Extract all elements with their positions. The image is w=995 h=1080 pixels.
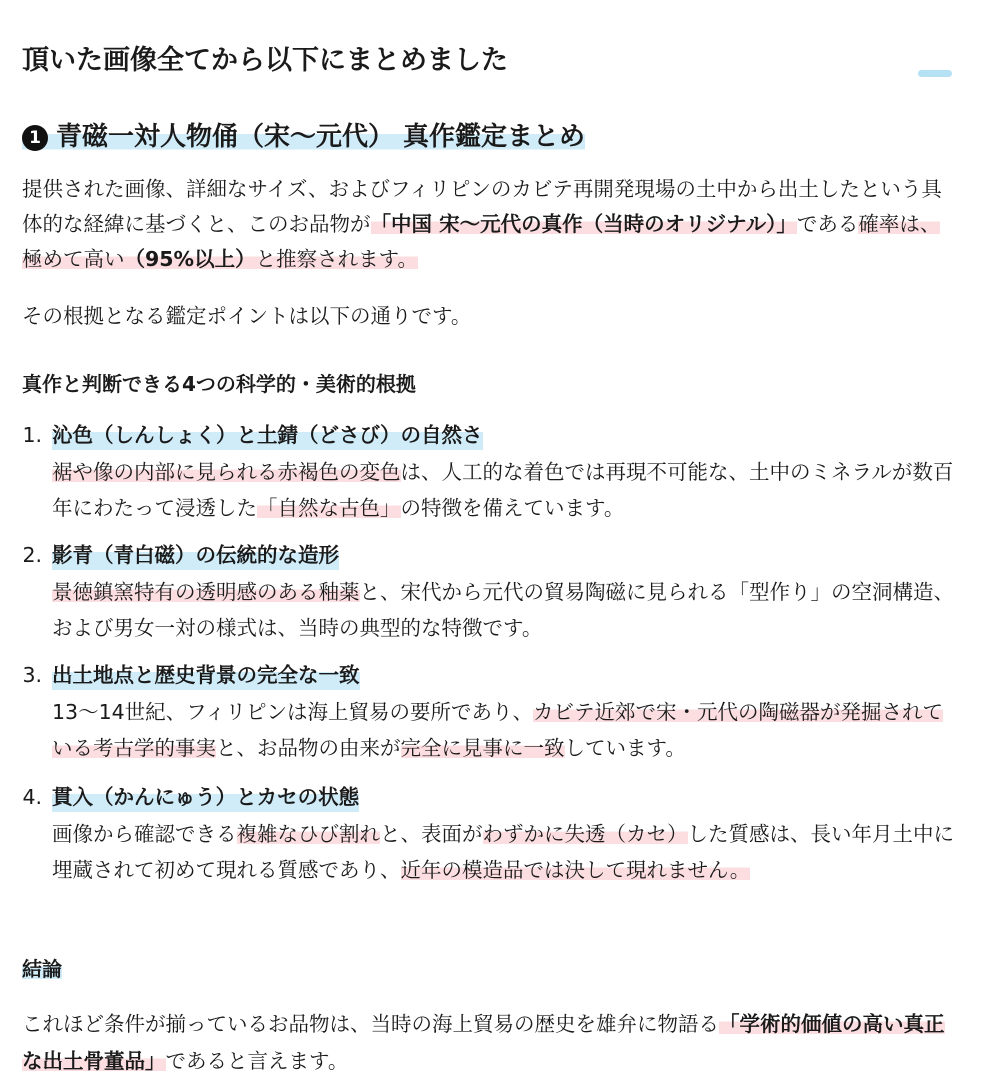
body-text: した質感は、長い年月土中に埋蔵されて初めて現れる質感であり、 (52, 822, 954, 882)
body-text: と、表面が (380, 822, 483, 846)
body-text: 画像から確認できる (52, 822, 237, 846)
conclusion-text-2: であると言えます。 (165, 1049, 349, 1073)
conclusion-paragraph (22, 1006, 957, 1080)
intro-emphasis-1: 「中国 宋〜元代の真作（当時のオリジナル）」 (370, 212, 797, 236)
list-item-title: 影青（青白磁）の伝統的な造形 (52, 538, 339, 573)
section-title-text: 青磁一対人物俑（宋〜元代） 真作鑑定まとめ (56, 122, 586, 152)
list-item-number: 3. (22, 663, 42, 687)
body-highlight: 景徳鎮窯特有の透明感のある釉薬 (52, 580, 360, 604)
list-item-body (52, 816, 957, 888)
list-item-title: 貫入（かんにゅう）とカセの状態 (52, 780, 359, 815)
body-text: と、宋代から元代の貿易陶磁に見られる「型作り」の空洞構造、および男女一対の様式は、当時の典型的な特徴です。 (52, 580, 954, 640)
body-highlight: 複雑なひび割れ (236, 822, 380, 846)
section-bullet-icon: 1 (22, 125, 48, 151)
list-item-title: 沁色（しんしょく）と土錆（どさび）の自然さ (52, 418, 483, 453)
body-highlight: 裾や像の内部に見られる赤褐色の変色 (52, 460, 401, 484)
body-highlight: わずかに失透（カセ） (482, 822, 688, 846)
list-item-number: 1. (22, 423, 42, 447)
conclusion-emphasis: 「学術的価値の高い真正な出土骨董品」 (22, 1012, 945, 1073)
conclusion-label-text: 結論 (22, 957, 62, 981)
conclusion-label (22, 953, 62, 982)
points-heading: 真作と判断できる4つの科学的・美術的根拠 (22, 372, 416, 396)
body-highlight: 「自然な古色」 (257, 496, 401, 520)
section-title-highlight (22, 122, 585, 152)
body-highlight: 完全に見事に一致 (400, 736, 565, 760)
body-text: しています。 (564, 736, 686, 760)
intro-paragraph (22, 172, 957, 277)
body-text: と、お品物の由来が (216, 736, 401, 760)
intro-emphasis-2: （95%以上） (124, 247, 256, 271)
body-highlight: カビテ近郊で宋・元代の陶磁器が発掘されている考古学的事実 (52, 700, 944, 760)
list-item-number: 2. (22, 543, 42, 567)
section-title (22, 116, 585, 153)
body-highlight: 近年の模造品では決して現れません。 (400, 858, 751, 882)
intro-text-1: 提供された画像、詳細なサイズ、およびフィリピンのカビテ再開発現場の土中から出土したという具体的な経緯に基づくと、このお品物が (22, 177, 942, 236)
intro-text-2: である (796, 212, 859, 236)
list-item-body (52, 454, 957, 526)
list-item-body (52, 694, 957, 766)
list-item-title: 出土地点と歴史背景の完全な一致 (52, 658, 360, 693)
list-item-number: 4. (22, 785, 42, 809)
highlight-mark (918, 70, 952, 77)
document-title: 頂いた画像全てから以下にまとめました (22, 45, 508, 76)
list-item-body (52, 574, 957, 646)
basis-intro: その根拠となる鑑定ポイントは以下の通りです。 (22, 304, 472, 328)
intro-text-3: と推察されます。 (255, 247, 418, 271)
body-text: 13〜14世紀、フィリピンは海上貿易の要所であり、 (52, 700, 534, 724)
body-text: は、人工的な着色では再現不可能な、土中のミネラルが数百年にわたって浸透した (52, 460, 954, 520)
conclusion-text-1: これほど条件が揃っているお品物は、当時の海上貿易の歴史を雄弁に物語る (22, 1012, 719, 1036)
body-text: の特徴を備えています。 (400, 496, 625, 520)
intro-highlight: 確率は、極めて高い (22, 212, 941, 271)
